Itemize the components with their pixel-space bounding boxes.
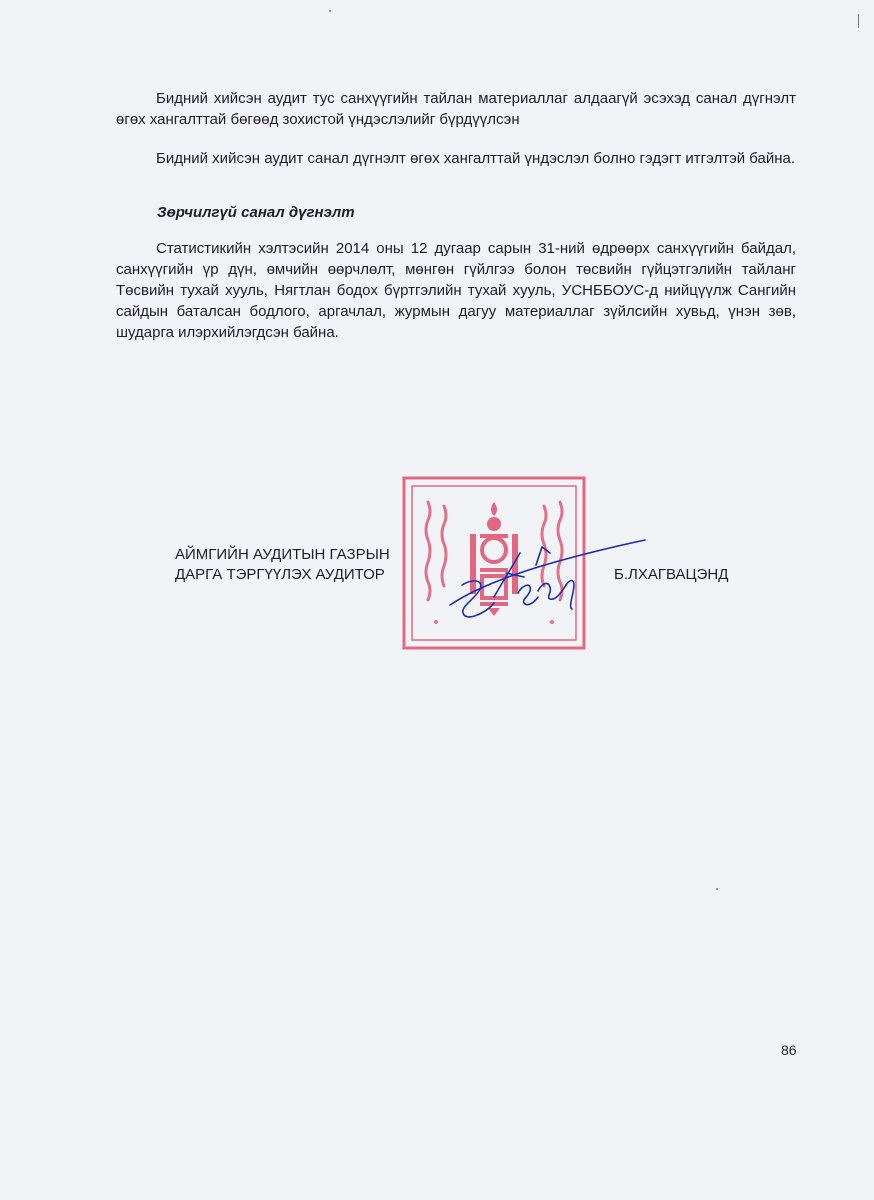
signatory-position	[175, 545, 390, 585]
signatory-position-line1: АЙМГИЙН АУДИТЫН ГАЗРЫН	[175, 546, 390, 563]
section-heading-unqualified-opinion: Зөрчилгүй санал дүгнэлт	[157, 204, 355, 221]
paragraph-audit-confidence: Бидний хийсэн аудит санал дүгнэлт өгөх хангалттай үндэслэл болно гэдэгт итгэлтэй байна.	[156, 150, 796, 167]
page-number: 86	[781, 1042, 797, 1058]
paragraph-audit-basis: Бидний хийсэн аудит тус санхүүгийн тайлан материаллаг алдаагүй эсэхэд санал дүгнэлт өгөх хангалттай бөгөөд зохистой үндэслэлийг бүрдүүлсэн	[116, 90, 796, 128]
scan-edge-mark	[858, 14, 859, 28]
paragraph-opinion: Статистикийн хэлтэсийн 2014 оны 12 дугаар сарын 31-ний өдрөөрх санхүүгийн байдал, санхүүгийн үр дүн, өмчийн өөрчлөлт, мөнгөн гүйлгээ болон төсвийн гүйцэтгэлийн тайланг Төсвийн тухай хууль, Нягтлан бодох бүртгэлийн тухай хууль, УСНББОУС-д нийцүүлж Сангийн сайдын баталсан бодлого, аргачлал, журмын дагуу материаллаг зүйлсийн хувьд, үнэн зөв, шударга илэрхийлэгдсэн байна.	[116, 240, 796, 341]
scan-speck	[716, 888, 718, 890]
signatory-name: Б.ЛХАГВАЦЭНД	[614, 566, 729, 583]
signatory-position-line2: ДАРГА ТЭРГҮҮЛЭХ АУДИТОР	[175, 566, 385, 583]
scan-speck	[329, 10, 331, 12]
